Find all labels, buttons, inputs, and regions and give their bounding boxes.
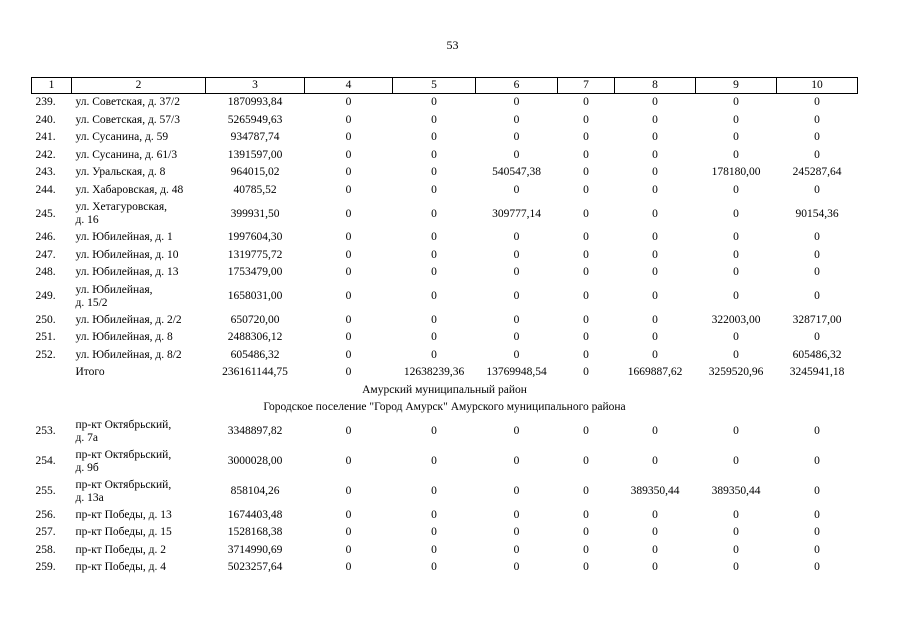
value-cell: 0	[345, 207, 352, 220]
value-cell: 0	[652, 561, 658, 574]
value-cell: 0	[583, 543, 589, 556]
value-cell: 0	[733, 113, 739, 126]
value-cell: 0	[814, 248, 820, 261]
value-cell: 0	[733, 266, 739, 279]
section-heading-row	[32, 399, 858, 417]
row-number: 249.	[35, 290, 56, 302]
value-cell: 0	[583, 166, 589, 179]
row-number: 246.	[35, 231, 56, 244]
value-cell: 328717,00	[792, 313, 842, 326]
value-cell: 0	[733, 348, 739, 361]
value-cell: 0	[652, 455, 658, 467]
value-cell: 934787,74	[230, 131, 280, 144]
value-cell: 0	[652, 113, 658, 126]
value-cell: 1674403,48	[227, 508, 283, 521]
value-cell: 1528168,38	[227, 526, 283, 539]
row-number: 255.	[35, 485, 56, 497]
address-cell: ул. Сусанина, д. 61/3	[75, 148, 178, 161]
address-cell: пр-кт Победы, д. 2	[75, 543, 166, 556]
address-line-2: д. 16	[75, 214, 99, 226]
column-header: 10	[777, 78, 858, 94]
value-cell: 0	[652, 313, 658, 326]
value-cell: 0	[733, 207, 739, 220]
value-cell: 0	[814, 266, 820, 279]
value-cell: 0	[733, 331, 739, 344]
data-table	[31, 77, 858, 577]
row-number: 250.	[35, 313, 56, 326]
value-cell: 0	[431, 348, 437, 361]
address-cell: ул. Советская, д. 57/3	[75, 113, 180, 126]
value-cell: 0	[583, 331, 589, 344]
value-cell: 0	[431, 526, 437, 539]
value-cell: 0	[345, 561, 352, 574]
row-number: 257.	[35, 526, 56, 539]
value-cell: 0	[814, 131, 820, 144]
value-cell: 0	[814, 183, 820, 196]
value-cell: 0	[733, 455, 739, 467]
value-cell: 0	[814, 485, 820, 497]
value-cell: 0	[652, 183, 658, 196]
section-heading: Амурский муниципальный район	[362, 383, 527, 396]
row-number: 259.	[35, 561, 56, 574]
table-row	[32, 312, 858, 330]
value-cell: 0	[513, 485, 520, 497]
value-cell: 0	[652, 207, 658, 220]
value-cell: 0	[583, 348, 589, 361]
value-cell: 389350,44	[711, 485, 761, 497]
value-cell: 0	[733, 543, 739, 556]
value-cell: 0	[345, 248, 352, 261]
value-cell: 0	[431, 266, 437, 279]
value-cell: 0	[733, 96, 739, 109]
address-cell	[72, 417, 206, 447]
value-cell: 0	[345, 148, 352, 161]
value-cell: 0	[513, 313, 520, 326]
value-cell: 540547,38	[492, 166, 541, 179]
address-cell	[72, 477, 206, 507]
value-cell: 0	[652, 348, 658, 361]
value-cell: 3000028,00	[227, 455, 283, 467]
value-cell: 0	[431, 96, 437, 109]
table-row	[32, 247, 858, 265]
value-cell: 0	[345, 526, 352, 539]
value-cell: 1753479,00	[227, 266, 283, 279]
value-cell: 1658031,00	[227, 290, 283, 302]
value-cell: 322003,00	[711, 313, 761, 326]
row-number: 251.	[35, 331, 56, 344]
value-cell: 1319775,72	[227, 248, 283, 261]
value-cell: 0	[733, 290, 739, 302]
column-header: 3	[206, 78, 305, 94]
row-number	[32, 364, 72, 382]
address-cell	[72, 199, 206, 229]
value-cell: 0	[583, 425, 589, 437]
total-row	[32, 364, 858, 382]
value-cell: 0	[513, 183, 520, 196]
value-cell: 0	[431, 131, 437, 144]
row-number: 242.	[35, 148, 56, 161]
value-cell: 0	[583, 455, 589, 467]
value-cell: 0	[733, 231, 739, 244]
value-cell: 0	[652, 508, 658, 521]
row-number: 245.	[35, 207, 56, 220]
address-cell: пр-кт Победы, д. 13	[75, 508, 172, 521]
value-cell: 0	[733, 526, 739, 539]
value-cell: 40785,52	[233, 183, 277, 196]
row-number: 248.	[35, 266, 56, 279]
value-cell: 0	[652, 266, 658, 279]
value-cell: 0	[733, 131, 739, 144]
value-cell: 309777,14	[492, 207, 541, 220]
row-number: 244.	[35, 183, 56, 196]
column-header: 4	[305, 78, 393, 94]
value-cell: 0	[733, 508, 739, 521]
value-cell: 0	[513, 131, 520, 144]
value-cell: 0	[652, 248, 658, 261]
address-cell: ул. Юбилейная, д. 13	[75, 266, 179, 279]
address-cell: Итого	[75, 366, 105, 379]
value-cell: 0	[513, 231, 520, 244]
section-heading-row	[32, 382, 858, 400]
value-cell: 0	[583, 485, 589, 497]
value-cell: 236161144,75	[222, 366, 288, 379]
value-cell: 0	[513, 148, 520, 161]
address-cell: ул. Юбилейная, д. 8/2	[75, 348, 182, 361]
table-row	[32, 417, 858, 447]
table-row	[32, 199, 858, 229]
value-cell: 0	[431, 508, 437, 521]
value-cell: 0	[513, 96, 520, 109]
table-row	[32, 559, 858, 577]
value-cell: 0	[345, 96, 352, 109]
value-cell: 0	[513, 266, 520, 279]
value-cell: 0	[431, 290, 437, 302]
value-cell: 0	[345, 508, 352, 521]
value-cell: 0	[652, 231, 658, 244]
column-header: 1	[32, 78, 72, 94]
value-cell: 0	[652, 425, 658, 437]
value-cell: 245287,64	[792, 166, 842, 179]
value-cell: 0	[345, 331, 352, 344]
row-number: 241.	[35, 131, 56, 144]
value-cell: 0	[431, 248, 437, 261]
address-cell: ул. Юбилейная, д. 1	[75, 231, 173, 244]
value-cell: 0	[345, 113, 352, 126]
value-cell: 0	[513, 526, 520, 539]
value-cell: 0	[345, 131, 352, 144]
table-row	[32, 477, 858, 507]
value-cell: 0	[652, 148, 658, 161]
value-cell: 0	[814, 508, 820, 521]
value-cell: 1870993,84	[227, 96, 283, 109]
value-cell: 0	[431, 148, 437, 161]
row-number: 258.	[35, 543, 56, 556]
value-cell: 0	[583, 96, 589, 109]
address-cell: ул. Юбилейная, д. 10	[75, 248, 179, 261]
value-cell: 0	[733, 425, 739, 437]
address-line-1: пр-кт Октябрьский,	[75, 448, 172, 461]
value-cell: 0	[513, 508, 520, 521]
value-cell: 0	[431, 313, 437, 326]
value-cell: 650720,00	[230, 313, 280, 326]
value-cell: 0	[583, 113, 589, 126]
value-cell: 0	[583, 207, 589, 220]
value-cell: 2488306,12	[227, 331, 283, 344]
row-number: 247.	[35, 248, 56, 261]
value-cell: 3348897,82	[227, 425, 283, 437]
row-number: 254.	[35, 455, 56, 467]
column-header: 9	[696, 78, 777, 94]
value-cell: 0	[345, 348, 352, 361]
value-cell: 0	[814, 148, 820, 161]
table-row	[32, 112, 858, 130]
value-cell: 0	[733, 183, 739, 196]
value-cell: 0	[583, 183, 589, 196]
address-cell: ул. Сусанина, д. 59	[75, 131, 169, 144]
value-cell: 0	[652, 96, 658, 109]
value-cell: 964015,02	[230, 166, 280, 179]
value-cell: 0	[345, 231, 352, 244]
value-cell: 0	[513, 543, 520, 556]
value-cell: 0	[345, 425, 352, 437]
value-cell: 0	[583, 131, 589, 144]
row-number: 239.	[35, 96, 56, 109]
value-cell: 0	[431, 543, 437, 556]
value-cell: 0	[583, 561, 589, 574]
value-cell: 1997604,30	[227, 231, 283, 244]
value-cell: 0	[513, 561, 520, 574]
value-cell: 0	[583, 526, 589, 539]
value-cell: 0	[814, 543, 820, 556]
row-number: 256.	[35, 508, 56, 521]
address-line-1: пр-кт Октябрьский,	[75, 478, 172, 491]
value-cell: 0	[652, 526, 658, 539]
address-cell	[72, 282, 206, 312]
column-header: 8	[615, 78, 696, 94]
value-cell: 389350,44	[630, 485, 680, 497]
row-number: 252.	[35, 348, 56, 361]
value-cell: 0	[814, 96, 820, 109]
value-cell: 0	[513, 348, 520, 361]
address-cell: пр-кт Победы, д. 4	[75, 561, 166, 574]
value-cell: 0	[733, 561, 739, 574]
value-cell: 0	[583, 290, 589, 302]
address-cell	[72, 447, 206, 477]
value-cell: 0	[814, 290, 820, 302]
address-line-2: д. 9б	[75, 461, 99, 474]
value-cell: 0	[345, 366, 352, 379]
value-cell: 0	[583, 231, 589, 244]
value-cell: 0	[431, 231, 437, 244]
address-line-2: д. 13а	[75, 491, 104, 504]
value-cell: 0	[431, 425, 437, 437]
value-cell: 0	[345, 266, 352, 279]
value-cell: 0	[652, 131, 658, 144]
value-cell: 0	[583, 248, 589, 261]
address-cell: пр-кт Победы, д. 15	[75, 526, 172, 539]
table-body	[32, 94, 858, 577]
address-line-2: д. 7а	[75, 431, 98, 444]
value-cell: 0	[431, 485, 437, 497]
column-header: 5	[393, 78, 476, 94]
value-cell: 0	[345, 485, 352, 497]
table-row	[32, 542, 858, 560]
table-row	[32, 347, 858, 365]
value-cell: 0	[431, 561, 437, 574]
row-number: 240.	[35, 113, 56, 126]
value-cell: 0	[431, 207, 437, 220]
value-cell: 0	[814, 526, 820, 539]
value-cell: 0	[345, 543, 352, 556]
value-cell: 0	[814, 455, 820, 467]
value-cell: 5265949,63	[227, 113, 283, 126]
value-cell: 0	[431, 113, 437, 126]
value-cell: 0	[814, 561, 820, 574]
table-row	[32, 329, 858, 347]
table-row	[32, 164, 858, 182]
value-cell: 0	[431, 183, 437, 196]
value-cell: 13769948,54	[486, 366, 547, 379]
value-cell: 0	[583, 148, 589, 161]
table-row	[32, 129, 858, 147]
value-cell: 0	[431, 331, 437, 344]
value-cell: 1391597,00	[227, 148, 283, 161]
table-row	[32, 94, 858, 112]
value-cell: 0	[652, 331, 658, 344]
column-header: 2	[72, 78, 206, 94]
value-cell: 0	[814, 331, 820, 344]
value-cell: 0	[431, 455, 437, 467]
row-number: 243.	[35, 166, 56, 179]
value-cell: 0	[652, 543, 658, 556]
value-cell: 0	[814, 425, 820, 437]
value-cell: 0	[345, 455, 352, 467]
column-header: 7	[558, 78, 615, 94]
column-header: 6	[476, 78, 558, 94]
address-line-1: ул. Хетагуровская,	[75, 201, 168, 213]
value-cell: 0	[513, 455, 520, 467]
value-cell: 3259520,96	[708, 366, 764, 379]
table-row	[32, 282, 858, 312]
value-cell: 0	[345, 313, 352, 326]
address-line-2: д. 15/2	[75, 296, 108, 309]
table-row	[32, 524, 858, 542]
table-row	[32, 147, 858, 165]
value-cell: 0	[814, 231, 820, 244]
value-cell: 1669887,62	[627, 366, 683, 379]
value-cell: 0	[345, 166, 352, 179]
table-row	[32, 229, 858, 247]
row-number: 253.	[35, 425, 56, 437]
value-cell: 0	[583, 366, 589, 379]
value-cell: 605486,32	[792, 348, 842, 361]
address-cell: ул. Советская, д. 37/2	[75, 96, 180, 109]
value-cell: 605486,32	[230, 348, 280, 361]
address-line-1: ул. Юбилейная,	[75, 283, 153, 296]
section-heading: Городское поселение "Город Амурск" Амурского муниципального района	[263, 401, 626, 414]
address-line-1: пр-кт Октябрьский,	[75, 418, 172, 431]
table-row	[32, 507, 858, 525]
value-cell: 0	[513, 248, 520, 261]
address-cell: ул. Юбилейная, д. 8	[75, 331, 173, 344]
value-cell: 858104,26	[230, 485, 280, 497]
value-cell: 0	[513, 425, 520, 437]
value-cell: 0	[814, 113, 820, 126]
address-cell: ул. Уральская, д. 8	[75, 166, 166, 179]
page-number: 53	[446, 38, 459, 52]
value-cell: 0	[513, 331, 520, 344]
value-cell: 0	[345, 183, 352, 196]
value-cell: 0	[733, 148, 739, 161]
table-row	[32, 264, 858, 282]
value-cell: 0	[583, 508, 589, 521]
value-cell: 0	[652, 290, 658, 302]
table-row	[32, 182, 858, 200]
value-cell: 0	[513, 113, 520, 126]
value-cell: 5023257,64	[227, 561, 283, 574]
address-cell: ул. Хабаровская, д. 48	[75, 183, 184, 196]
value-cell: 3714990,69	[227, 543, 283, 556]
value-cell: 399931,50	[230, 207, 280, 220]
value-cell: 0	[733, 248, 739, 261]
value-cell: 3245941,18	[789, 366, 845, 379]
value-cell: 0	[513, 290, 520, 302]
value-cell: 12638239,36	[403, 366, 465, 379]
table-row	[32, 447, 858, 477]
address-cell: ул. Юбилейная, д. 2/2	[75, 313, 182, 326]
value-cell: 178180,00	[711, 166, 761, 179]
value-cell: 90154,36	[795, 207, 839, 220]
value-cell: 0	[583, 313, 589, 326]
table-header-row	[32, 78, 858, 94]
value-cell: 0	[345, 290, 352, 302]
value-cell: 0	[652, 166, 658, 179]
value-cell: 0	[431, 166, 437, 179]
value-cell: 0	[583, 266, 589, 279]
